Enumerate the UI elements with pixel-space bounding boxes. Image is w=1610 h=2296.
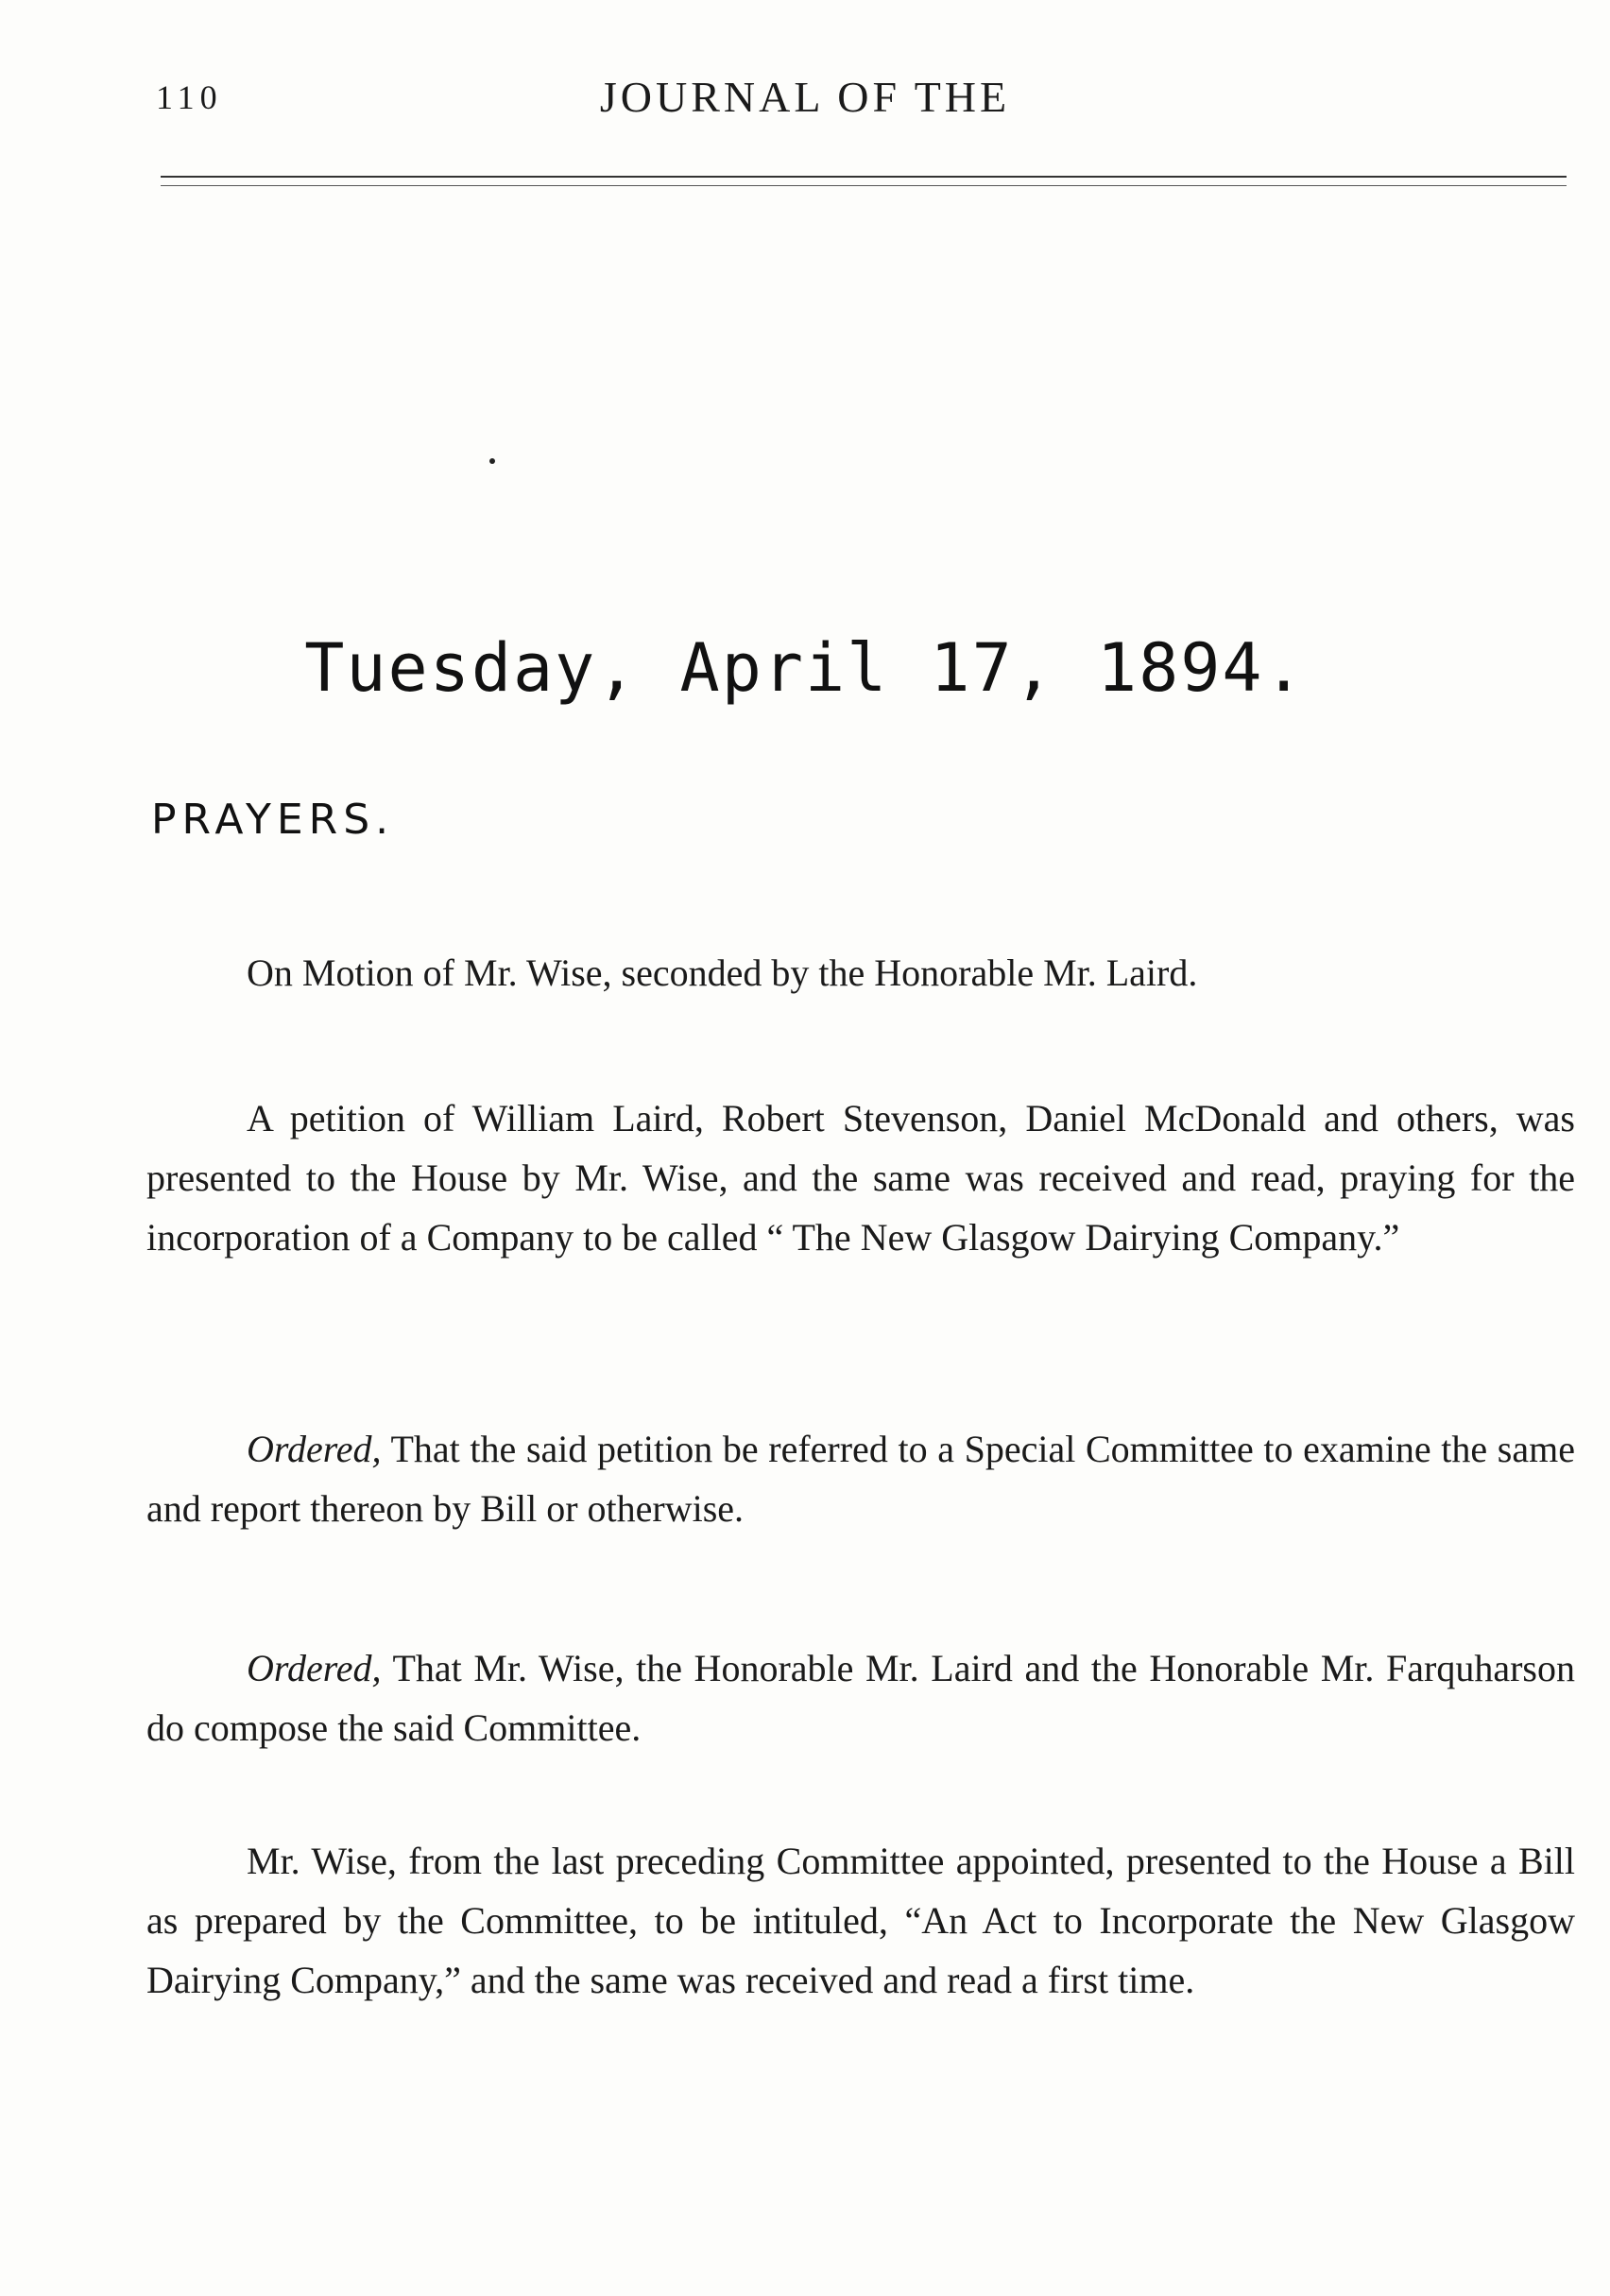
paragraph-order-committee xyxy=(146,1638,1575,1757)
running-head: JOURNAL OF THE xyxy=(599,73,1011,121)
paragraph-text: That the said petition be referred to a Special Committee to examine the same and report thereon by Bill or otherwise. xyxy=(146,1428,1575,1530)
header-rule-thin xyxy=(161,185,1567,186)
paragraph-text: On Motion of Mr. Wise, seconded by the Honorable Mr. Laird. xyxy=(247,951,1198,994)
ordered-lead: Ordered, xyxy=(247,1647,382,1689)
paragraph-order-referral xyxy=(146,1419,1575,1538)
paragraph-text: That Mr. Wise, the Honorable Mr. Laird and the Honorable Mr. Farquharson do compose the said Committee. xyxy=(146,1647,1575,1749)
section-heading: PRAYERS. xyxy=(151,796,395,844)
page-number: 110 xyxy=(156,78,223,116)
paragraph-text: Mr. Wise, from the last preceding Committee appointed, presented to the House a Bill as prepared by the Committee, to be intituled, “An Act to Incorporate the New Glasgow Dairying Company,” and the same was received and read a first time. xyxy=(146,1840,1575,2001)
header-rule xyxy=(161,176,1567,178)
paragraph-petition xyxy=(146,1088,1575,1267)
ink-speck xyxy=(489,458,495,464)
paragraph-text: A petition of William Laird, Robert Stevenson, Daniel McDonald and others, was presented to the House by Mr. Wise, and the same was received and read, praying for the incorporation of a Company to be called “ The New Glasgow Dairying Company.” xyxy=(146,1097,1575,1259)
ordered-lead: Ordered, xyxy=(247,1428,382,1470)
paragraph-motion xyxy=(146,943,1575,1002)
date-heading: Tuesday, April 17, 1894. xyxy=(304,629,1306,707)
paragraph-bill xyxy=(146,1831,1575,2010)
